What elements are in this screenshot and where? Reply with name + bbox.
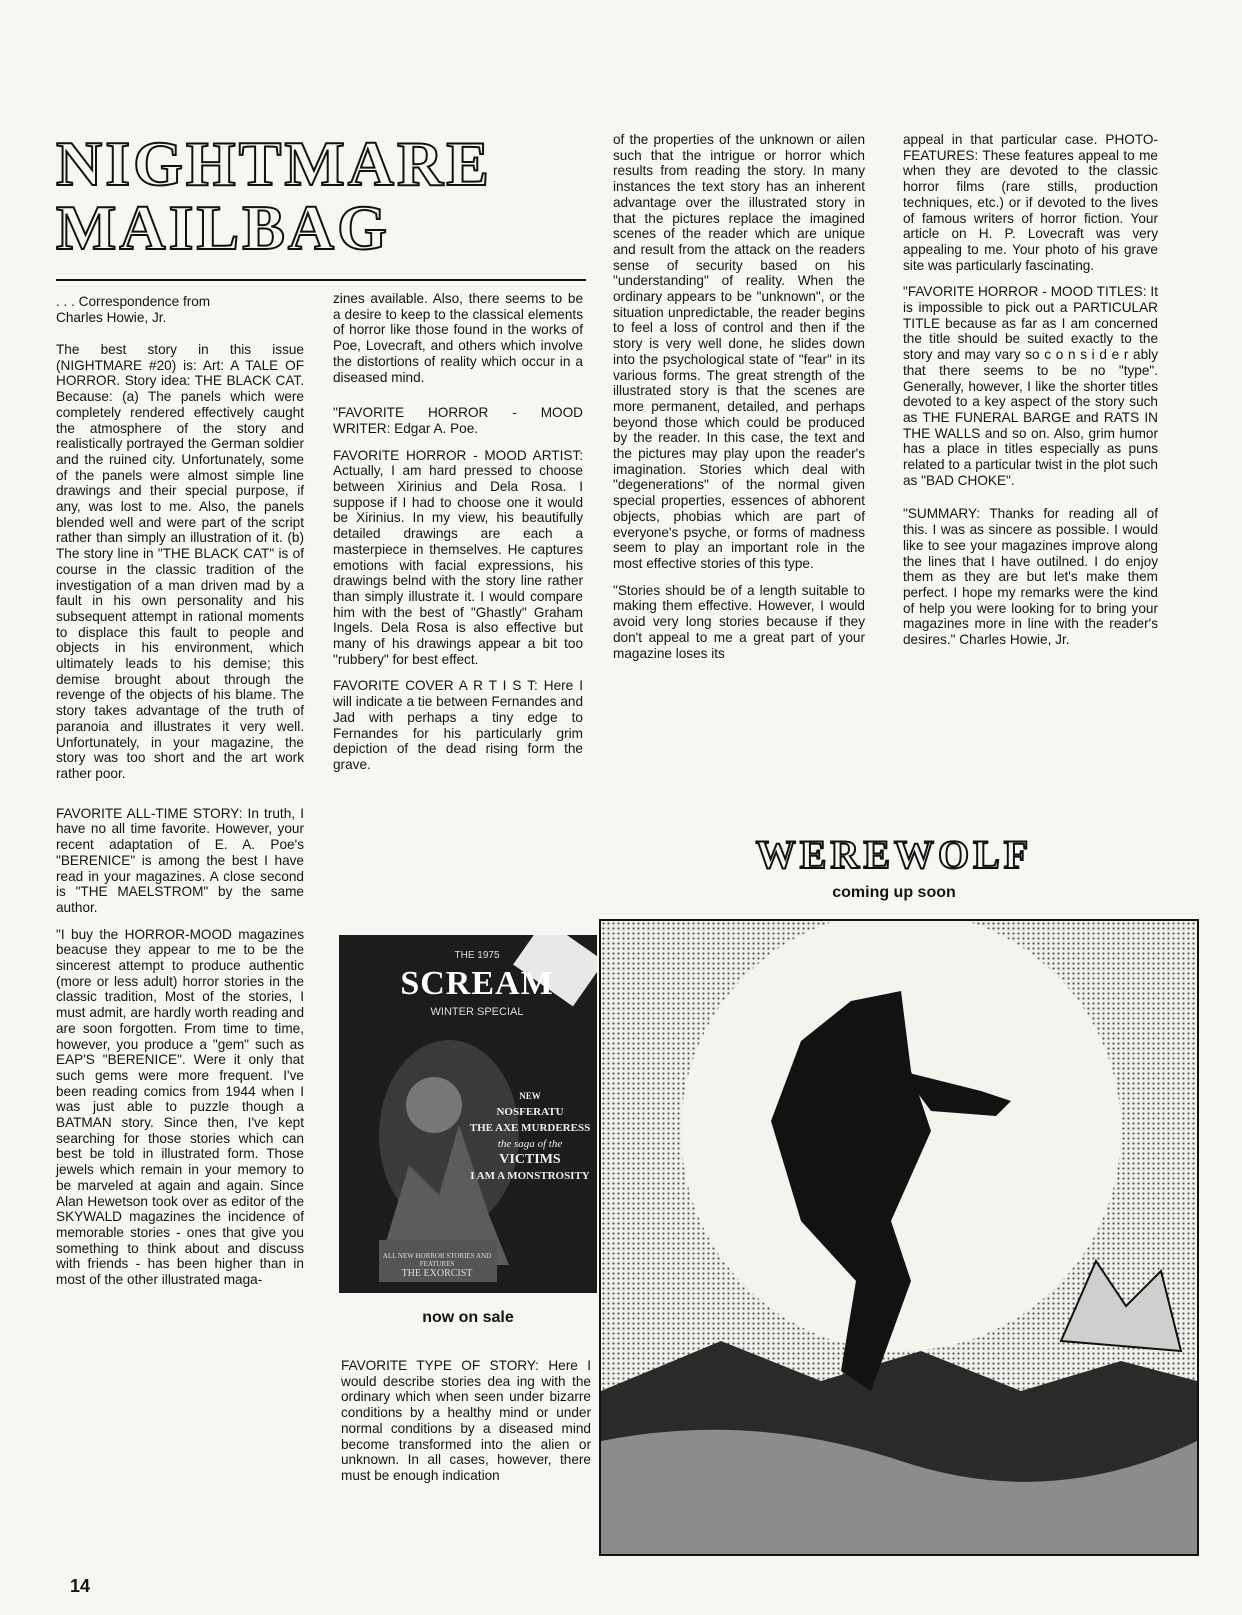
paragraph: The best story in this issue (NIGHTMARE #20) is: Art: A TALE OF HORROR. Story idea: THE BLACK CAT. Because: (a) The panels which were completely rendered effectively caught the atmosphere of the story and realistically portrayed the German soldier and the ruined city. Unfortunately, some of the panels were almost simple line drawings and their special purpose, if any, was lost to me. Also, the panels blended well and were part of the script rather than simply an illustration of it. (b) The story line in "THE BLACK CAT" is of course in the classic tradition of the investigation of a man driven mad by a fault in his own personality and his subsequent attempt in rational moments to displace this fault to people and objects in his environment, which ultimately leads to his demise; this demise brought about through the revenge of the objects of his blame. The story takes advantage of the truth of paranoia and illustrates it very well. Unfortunately, in your magazine, the story was too short and the art work rather poor. [56,342,304,781]
paragraph: FAVORITE HORROR - MOOD ARTIST: Actually, I am hard pressed to choose between Xirinius and Dela Rosa. I suppose if I had to choose one it would be Xirinius. In my view, his beautifully detailed drawings are each a masterpiece in themselves. He captures emotions with facial expressions, his drawings belnd with the story line rather than simply illustrate it. I would compare him with the best of "Ghastly" Graham Ingels. Dela Rosa is also effective but many of his drawings appear a bit too "rubbery" for best effect. [333,447,583,667]
page-number: 14 [70,1576,91,1596]
paragraph: "Stories should be of a length suitable to making them effective. However, I would avoid very long stories because if they don't appeal to me a great part of your magazine loses its [613,582,865,661]
letter-column-4 [903,132,1158,659]
paragraph: "SUMMARY: Thanks for reading all of this. I was as sincere as possible. I would like to see your magazines improve along the lines that I have outilned. I do enjoy them as they are but let's make them perfect. I hope my remarks were the kind of help you were looking for to bring your magazines more in line with the reader's desires." Charles Howie, Jr. [903,506,1158,648]
paragraph: "FAVORITE HORROR - MOOD WRITER: Edgar A. Poe. [333,405,583,436]
cover-logo: SCREAM [400,965,554,1002]
letter-column-1 [56,342,304,1299]
paragraph: "FAVORITE HORROR - MOOD TITLES: It is impossible to pick out a PARTICULAR TITLE because as far as I am concerned the title should be suited exactly to the story and may vary so c o n s i d e r ably that there seems to be no "type". Generally, however, I like the shorter titles devoted to a key aspect of the story such as THE FUNERAL BARGE and RATS IN THE WALLS and so on. Also, grim humor has a place in titles especially as puns related to a particular twist in the plot such as "BAD CHOKE". [903,284,1158,488]
title-divider [56,279,586,281]
cover-line: VICTIMS [499,1152,561,1167]
werewolf-logo: WEREWOLF [755,832,1033,877]
letter-column-2 [333,291,583,784]
scream-caption: now on sale [422,1309,514,1326]
page-title: NIGHTMARE MAILBAG [56,128,492,263]
cover-line: THE AXE MURDERESS [469,1122,591,1134]
paragraph: FAVORITE ALL-TIME STORY: In truth, I have no all time favorite. However, your recent adaptation of E. A. Poe's "BERENICE" is among the best I have read in your magazines. A close second is "THE MAELSTROM" by the same author. [56,805,304,915]
cover-exorcist: THE EXORCIST [401,1268,473,1279]
werewolf-art [601,921,1197,1554]
cover-line: NOSFERATU [496,1106,564,1118]
cover-badge-exorcist [378,1252,496,1279]
werewolf-caption: coming up soon [832,884,956,901]
paragraph: FAVORITE COVER A R T I S T: Here I will indicate a tie between Fernandes and Jad with perhaps a tiny edge to Fernandes for his particularly grim depiction of the dead rising form the grave. [333,678,583,772]
cover-subtitle: WINTER SPECIAL [430,1006,524,1018]
letter-column-2b [341,1358,591,1495]
werewolf-illustration [599,919,1199,1556]
byline-line-2: Charles Howie, Jr. [56,309,167,325]
letter-column-3 [613,132,865,672]
paragraph: FAVORITE TYPE OF STORY: Here I would describe stories dea ing with the ordinary which when seen under bizarre conditions by a healthy mind or under normal conditions by a diseased mind become transformed into the alien or unknown. In all cases, however, there must be enough indication [341,1358,591,1483]
cover-story-list [466,1088,594,1184]
cover-line: the saga of the [497,1138,563,1150]
cover-new: NEW [519,1091,541,1101]
cover-line: I AM A MONSTROSITY [470,1170,590,1182]
cover-year: THE 1975 [454,950,500,961]
paragraph: "I buy the HORROR-MOOD magazines beacuse they appear to me to be the sincerest attempt to produce authentic (more or less adult) horror stories in the classic tradition, Most of the stories, I must admit, are hardly worth reading and are soon forgotten. From time to time, however, you produce a "gem" such as EAP'S "BERENICE". Were it only that such gems were more frequent. I've been reading comics from 1944 when I was just able to puzzle though a BATMAN story. Since then, I've kept searching for those stories which can best be told in illustrated form. Those jewels which remain in your memory to be marveled at again and again. Since Alan Hewetson took over as editor of the SKYWALD magazines the incidence of memorable stories - ones that give you something to think about and discuss with friends - has been higher than in most of the other illustrated maga- [56,926,304,1288]
byline [56,294,306,325]
paragraph: of the properties of the unknown or ailen such that the intrigue or horror which results from reading the story. In many instances the text story has an inherent advantage over the illustrated story in that the pictures replace the imagined scenes of the reader which are unique and result from the attack on the readers sense of security based on his "understanding" of reality. When the ordinary appears to be "unknown", or the situation unpredictable, the reader begins to feel a loss of control and then if the story is very well done, he slides down into the psychological state of "fear" in its various forms. The great strength of the illustrated story is that the scenes are more permanent, detailed, and perhaps beyond those which could be produced by the reader. In this case, the text and the pictures may play upon the reader's imagination. Stories which deal with "degenerations" of the normal given special properties, essences of abhorent objects, phobias which are part of everyone's psyche, or forms of madness seem to play an important role in the most effective stories of this type. [613,132,865,571]
paragraph: zines available. Also, there seems to be a desire to keep to the classical elements of horror like those found in the works of Poe, Lovecraft, and others which involve the distortions of reality which occur in a diseased mind. [333,291,583,385]
cover-badge: ALL NEW HORROR STORIES AND FEATURES [382,1252,492,1268]
byline-line-1: . . . Correspondence from [56,294,211,309]
paragraph: appeal in that particular case. PHOTO-FEATURES: These features appeal to me when they are devoted to the classic horror films (rare stills, production techniques, etc.) or if devoted to the lives of famous writers of horror fiction. Your article on H. P. Lovecraft was very appealing to me. Your photo of his grave site was particularly fascinating. [903,132,1158,273]
